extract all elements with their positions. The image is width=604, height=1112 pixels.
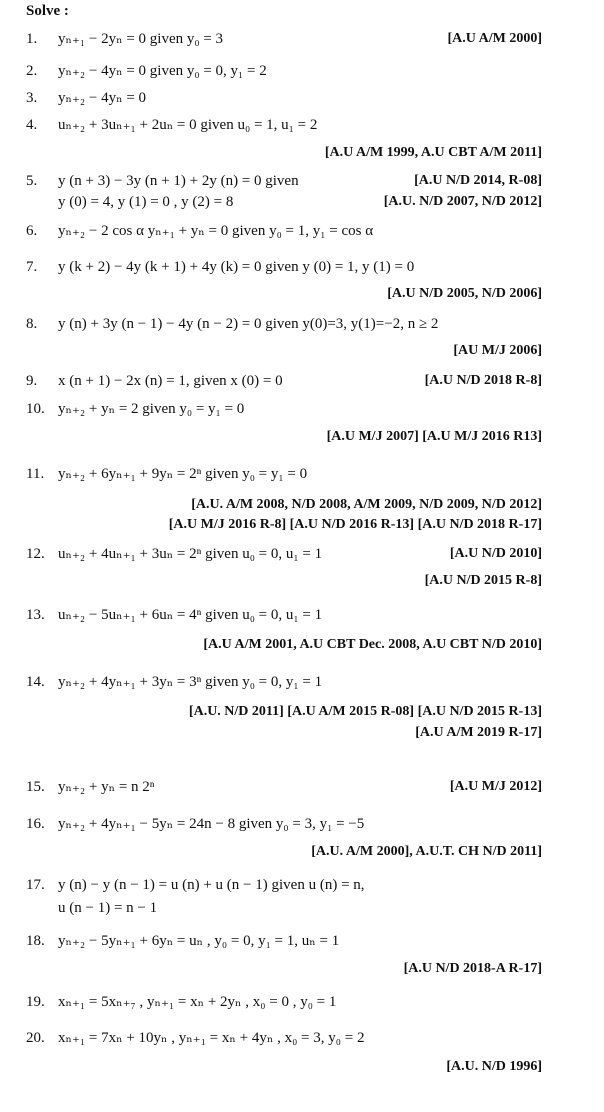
problem-equation: yₙ₊₂ − 5yₙ₊₁ + 6yₙ = uₙ , y₀ = 0, y₁ = 1, uₙ = 1 (58, 933, 340, 949)
problem-equation: y (n + 3) − 3y (n + 1) + 2y (n) = 0 given (58, 173, 299, 189)
problem-reference: [A.U. N/D 2011] [A.U A/M 2015 R-08] [A.U N/D 2015 R-13] (188, 704, 542, 719)
problem-reference: [A.U. A/M 2008, N/D 2008, A/M 2009, N/D 2009, N/D 2012] (191, 497, 542, 512)
problem-number: 1. (26, 31, 38, 47)
problem-number: 5. (26, 173, 38, 189)
problem-reference: [A.U N/D 2014, R-08] (414, 173, 542, 188)
problem-reference: [A.U N/D 2018 R-8] (424, 373, 542, 388)
problem-equation: x (n + 1) − 2x (n) = 1, given x (0) = 0 (58, 373, 283, 389)
problem-number: 10. (26, 401, 45, 417)
problem-number: 11. (26, 466, 45, 482)
problem-reference: [A.U M/J 2012] (449, 779, 542, 794)
problem-reference: [A.U. A/M 2000], A.U.T. CH N/D 2011] (311, 844, 542, 859)
problem-equation: yₙ₊₂ + yₙ = 2 given y₀ = y₁ = 0 (58, 401, 245, 417)
problem-equation: xₙ₊₁ = 5xₙ₊₇ , yₙ₊₁ = xₙ + 2yₙ , x₀ = 0 , y₀ = 1 (58, 994, 337, 1010)
problem-equation-cont: u (n − 1) = n − 1 (58, 900, 158, 916)
problem-equation: y (k + 2) − 4y (k + 1) + 4y (k) = 0 given y (0) = 1, y (1) = 0 (58, 259, 415, 275)
problem-equation: xₙ₊₁ = 7xₙ + 10yₙ , yₙ₊₁ = xₙ + 4yₙ , x₀ = 3, y₀ = 2 (58, 1030, 365, 1046)
problem-equation: yₙ₊₂ + 4yₙ₊₁ − 5yₙ = 24n − 8 given y₀ = 3, y₁ = −5 (58, 816, 365, 832)
problem-reference: [A.U N/D 2005, N/D 2006] (387, 286, 542, 301)
problem-number: 12. (26, 546, 45, 562)
problem-number: 19. (26, 994, 45, 1010)
problem-reference: [A.U N/D 2015 R-8] (424, 573, 542, 588)
problem-number: 15. (26, 779, 45, 795)
problem-number: 7. (26, 259, 38, 275)
problem-equation: yₙ₊₂ + 4yₙ₊₁ + 3yₙ = 3ⁿ given y₀ = 0, y₁ = 1 (58, 674, 323, 690)
problem-equation: yₙ₊₂ + yₙ = n 2ⁿ (58, 779, 155, 795)
problem-reference: [A.U N/D 2018-A R-17] (403, 961, 542, 976)
heading: Solve : (26, 3, 69, 19)
problem-reference: [A.U A/M 1999, A.U CBT A/M 2011] (324, 145, 542, 160)
problem-number: 4. (26, 117, 38, 133)
problem-equation: y (n) + 3y (n − 1) − 4y (n − 2) = 0 given y(0)=3, y(1)=−2, n ≥ 2 (58, 316, 439, 332)
problem-number: 16. (26, 816, 45, 832)
problem-reference: [A.U M/J 2016 R-8] [A.U N/D 2016 R-13] [A.U N/D 2018 R-17] (168, 517, 542, 532)
problem-reference: [A.U A/M 2001, A.U CBT Dec. 2008, A.U CBT N/D 2010] (203, 637, 542, 652)
problem-equation: yₙ₊₂ − 2 cos α yₙ₊₁ + yₙ = 0 given y₀ = 1, y₁ = cos α (58, 223, 374, 239)
problem-number: 14. (26, 674, 45, 690)
problem-reference: [A.U. N/D 1996] (446, 1059, 542, 1074)
problem-reference: [A.U A/M 2000] (447, 31, 542, 46)
problem-number: 9. (26, 373, 38, 389)
problem-reference: [A.U A/M 2019 R-17] (415, 725, 542, 740)
problem-number: 3. (26, 90, 38, 106)
problem-number: 17. (26, 877, 45, 893)
problem-reference: [A.U M/J 2007] [A.U M/J 2016 R13] (326, 429, 542, 444)
problem-reference: [A.U. N/D 2007, N/D 2012] (383, 194, 542, 209)
problem-equation: uₙ₊₂ + 3uₙ₊₁ + 2uₙ = 0 given u₀ = 1, u₁ = 2 (58, 117, 318, 133)
problem-number: 20. (26, 1030, 45, 1046)
problem-number: 6. (26, 223, 38, 239)
problem-equation: uₙ₊₂ + 4uₙ₊₁ + 3uₙ = 2ⁿ given u₀ = 0, u₁ = 1 (58, 546, 323, 562)
problem-number: 13. (26, 607, 45, 623)
problem-equation: y (n) − y (n − 1) = u (n) + u (n − 1) given u (n) = n, (58, 877, 365, 893)
problem-equation: yₙ₊₂ + 6yₙ₊₁ + 9yₙ = 2ⁿ given y₀ = y₁ = 0 (58, 466, 308, 482)
problem-number: 18. (26, 933, 45, 949)
problem-number: 2. (26, 63, 38, 79)
problem-number: 8. (26, 316, 38, 332)
problem-equation: yₙ₊₁ − 2yₙ = 0 given y₀ = 3 (58, 31, 224, 47)
problem-reference: [A.U N/D 2010] (449, 546, 542, 561)
problem-equation: yₙ₊₂ − 4yₙ = 0 (58, 90, 147, 106)
problem-equation: yₙ₊₂ − 4yₙ = 0 given y₀ = 0, y₁ = 2 (58, 63, 267, 79)
problem-equation: uₙ₊₂ − 5uₙ₊₁ + 6uₙ = 4ⁿ given u₀ = 0, u₁ = 1 (58, 607, 323, 623)
problem-equation-cont: y (0) = 4, y (1) = 0 , y (2) = 8 (58, 194, 234, 210)
problem-reference: [AU M/J 2006] (453, 343, 542, 358)
